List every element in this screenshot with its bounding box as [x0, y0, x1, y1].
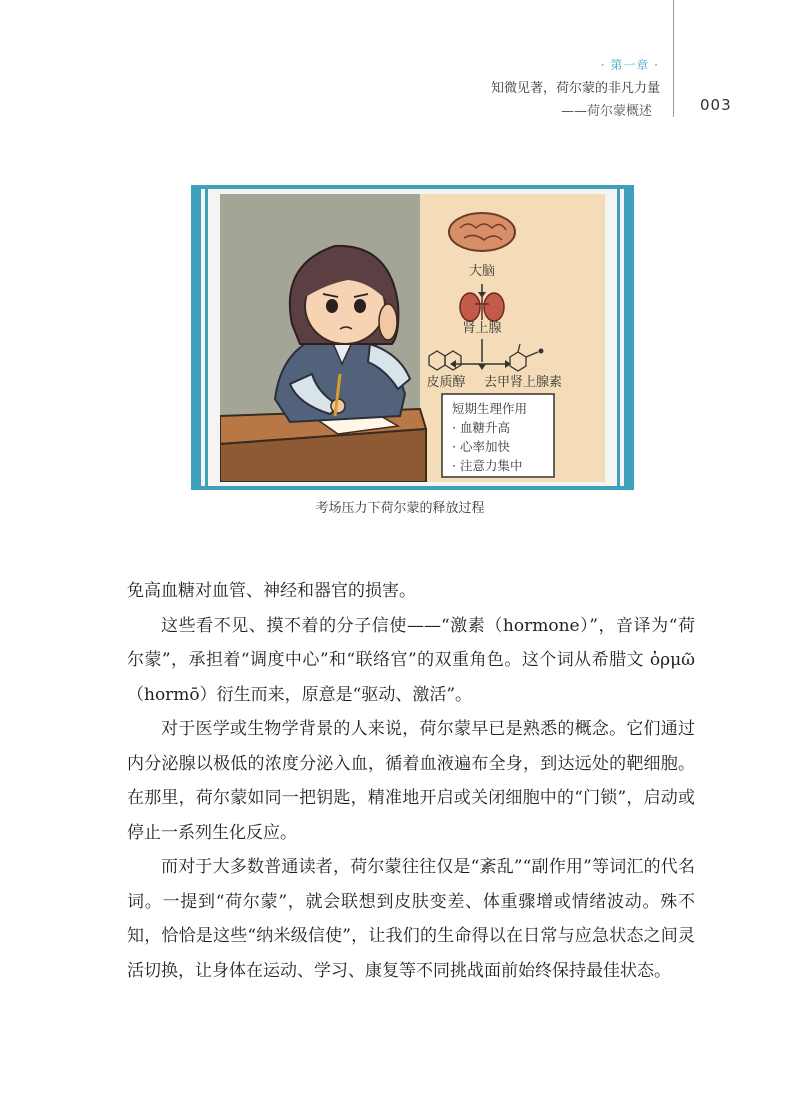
cortisol-label: 皮质醇 [426, 375, 466, 390]
paragraph: 免高血糖对血管、神经和器官的损害。 [127, 581, 416, 601]
paragraph: 这些看不见、摸不着的分子信使——“激素（hormone）”，音译为“荷尔蒙”，承担着“调度中心”和“联络官”的双重角色。这个词从希腊文 ὁρμῶ（hormō）衍生而来，原意是“驱动、激活”。 [127, 615, 695, 705]
body-text [127, 574, 695, 988]
effect-item: · 心率加快 [452, 439, 510, 454]
effects-title: 短期生理作用 [452, 401, 528, 416]
exam-stress-illustration [220, 194, 605, 482]
paragraph: 而对于大多数普通读者，荷尔蒙往往仅是“紊乱”“副作用”等词汇的代名词。一提到“荷尔蒙”，就会联想到皮肤变差、体重骤增或情绪波动。殊不知，恰恰是这些“纳米级信使”，让我们的生命得以在日常与应急状态之间灵活切换，让身体在运动、学习、康复等不同挑战面前始终保持最佳状态。 [127, 857, 695, 981]
brain-label: 大脑 [468, 264, 496, 279]
effect-item: · 血糖升高 [452, 420, 510, 435]
page-number: 003 [700, 96, 732, 114]
chapter-subtitle: ——荷尔蒙概述 [560, 104, 652, 119]
paragraph: 对于医学或生物学背景的人来说，荷尔蒙早已是熟悉的概念。它们通过内分泌腺以极低的浓度分泌入血，循着血液遍布全身，到达远处的靶细胞。在那里，荷尔蒙如同一把钥匙，精准地开启或关闭细胞中的“门锁”，启动或停止一系列生化反应。 [127, 719, 695, 843]
chapter-title: 知微见著，荷尔蒙的非凡力量 [490, 81, 660, 96]
norepinephrine-label: 去甲肾上腺素 [483, 375, 563, 390]
effect-item: · 注意力集中 [452, 458, 523, 473]
figure-caption: 考场压力下荷尔蒙的释放过程 [315, 501, 485, 516]
adrenal-label: 肾上腺 [462, 321, 502, 336]
header-divider [673, 0, 674, 117]
chapter-label: · 第一章 · [600, 58, 659, 72]
